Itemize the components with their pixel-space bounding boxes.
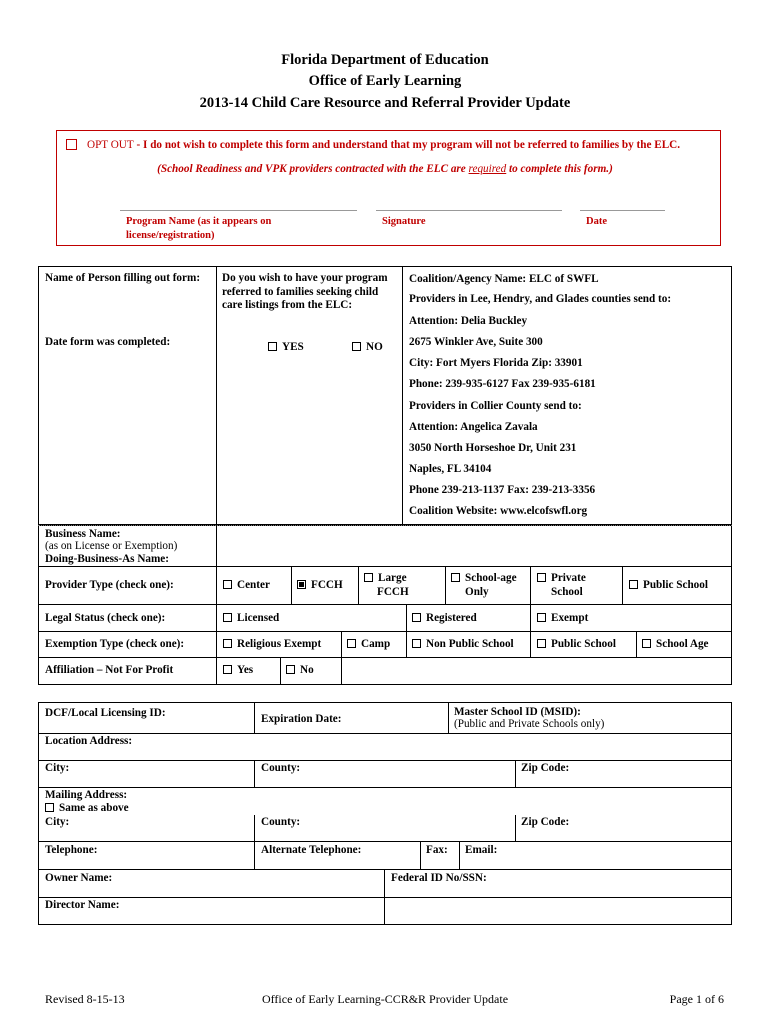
msid-sublabel: (Public and Private Schools only) bbox=[454, 718, 605, 730]
opt-out-statement bbox=[87, 139, 717, 153]
location-table bbox=[38, 702, 732, 925]
provider-type-label: Provider Type (check one): bbox=[45, 579, 174, 591]
referral-question: Do you wish to have your program referred to families seeking child care listings from the ELC: bbox=[222, 272, 388, 311]
et-school-age-option[interactable] bbox=[642, 638, 709, 652]
same-as-above-checkbox[interactable] bbox=[45, 803, 54, 812]
exemption-type-label: Exemption Type (check one): bbox=[45, 638, 185, 650]
business-name-sublabel: (as on License or Exemption) bbox=[45, 540, 178, 552]
footer-page-number: Page 1 of 6 bbox=[669, 992, 724, 1006]
location-city-label: City: bbox=[45, 762, 70, 774]
opt-out-label: OPT OUT bbox=[87, 139, 134, 151]
name-of-person-label: Name of Person filling out form: bbox=[45, 272, 201, 284]
telephone-label: Telephone: bbox=[45, 844, 98, 856]
pt-large-fcch-label: FCCH bbox=[377, 585, 409, 598]
et-camp-checkbox[interactable] bbox=[347, 639, 356, 648]
dba-label: Doing-Business-As Name: bbox=[45, 553, 170, 565]
alt-telephone-label: Alternate Telephone: bbox=[261, 844, 362, 856]
signature-line[interactable] bbox=[376, 210, 562, 211]
ls-registered-checkbox[interactable] bbox=[412, 613, 421, 622]
fax-label: Fax: bbox=[426, 844, 448, 856]
referral-yes-option[interactable] bbox=[268, 341, 304, 355]
pt-private-school-label: School bbox=[551, 585, 583, 598]
ls-exempt-checkbox[interactable] bbox=[537, 613, 546, 622]
pt-public-checkbox[interactable] bbox=[629, 580, 638, 589]
footer-revised: Revised 8-15-13 bbox=[45, 992, 125, 1006]
pt-school-age-option[interactable] bbox=[451, 572, 531, 599]
coalition-lee-phone: Phone: 239-935-6127 Fax 239-935-6181 bbox=[409, 378, 596, 390]
opt-out-note bbox=[0, 163, 770, 177]
ls-licensed-checkbox[interactable] bbox=[223, 613, 232, 622]
director-name-label: Director Name: bbox=[45, 899, 120, 911]
date-caption: Date bbox=[586, 216, 607, 227]
et-religious-label: Religious Exempt bbox=[237, 638, 322, 650]
coalition-collier-phone: Phone 239-213-1137 Fax: 239-213-3356 bbox=[409, 484, 596, 496]
date-completed-label: Date form was completed: bbox=[45, 336, 171, 348]
coalition-collier-city: Naples, FL 34104 bbox=[409, 463, 492, 475]
opt-out-checkbox[interactable] bbox=[66, 139, 77, 150]
pt-private-label: Private bbox=[551, 572, 586, 584]
same-as-above-label: Same as above bbox=[59, 802, 129, 814]
email-label: Email: bbox=[465, 844, 498, 856]
signature-caption: Signature bbox=[382, 216, 426, 227]
mailing-zip-label: Zip Code: bbox=[521, 816, 570, 828]
referral-yes-label: YES bbox=[282, 341, 304, 353]
pt-large-fcch-checkbox[interactable] bbox=[364, 573, 373, 582]
ls-registered-option[interactable] bbox=[412, 612, 477, 626]
et-public-label: Public School bbox=[551, 638, 616, 650]
pt-fcch-option[interactable] bbox=[297, 579, 343, 593]
ls-licensed-option[interactable] bbox=[223, 612, 279, 626]
mailing-county-label: County: bbox=[261, 816, 301, 828]
pt-large-fcch-option[interactable] bbox=[364, 572, 444, 599]
footer-title: Office of Early Learning-CCR&R Provider Update bbox=[261, 992, 509, 1006]
program-name-caption: Program Name (as it appears on license/registration) bbox=[126, 216, 272, 241]
pt-fcch-label: FCCH bbox=[311, 579, 343, 591]
et-camp-label: Camp bbox=[361, 638, 391, 650]
legal-status-label: Legal Status (check one): bbox=[45, 612, 166, 624]
coalition-lee-header: Providers in Lee, Hendry, and Glades counties send to: bbox=[409, 293, 672, 305]
referral-no-option[interactable] bbox=[352, 341, 383, 355]
pt-center-option[interactable] bbox=[223, 579, 270, 593]
msid-label: Master School ID (MSID): bbox=[454, 706, 581, 718]
pt-school-age-only-label: Only bbox=[465, 585, 489, 598]
pt-private-school-option[interactable] bbox=[537, 572, 617, 599]
pt-center-checkbox[interactable] bbox=[223, 580, 232, 589]
date-line[interactable] bbox=[580, 210, 665, 211]
mailing-city-label: City: bbox=[45, 816, 70, 828]
af-yes-checkbox[interactable] bbox=[223, 665, 232, 674]
et-school-age-label: School Age bbox=[656, 638, 709, 650]
et-nonpublic-label: Non Public School bbox=[426, 638, 514, 650]
form-title-agency: Florida Department of Education bbox=[281, 52, 489, 68]
business-name-label: Business Name: bbox=[45, 528, 121, 540]
opt-out-note-required: required bbox=[468, 163, 507, 175]
coalition-collier-address: 3050 North Horseshoe Dr, Unit 231 bbox=[409, 442, 577, 454]
coalition-lee-attention: Attention: Delia Buckley bbox=[409, 315, 528, 327]
af-yes-label: Yes bbox=[237, 664, 254, 676]
af-no-label: No bbox=[300, 664, 314, 676]
opt-out-text: - I do not wish to complete this form and understand that my program will not be referred to families by the ELC. bbox=[133, 139, 681, 151]
pt-public-school-option[interactable] bbox=[629, 579, 708, 593]
federal-id-label: Federal ID No/SSN: bbox=[391, 872, 487, 884]
pt-private-checkbox[interactable] bbox=[537, 573, 546, 582]
referral-yes-checkbox[interactable] bbox=[268, 342, 277, 351]
same-as-above-option[interactable] bbox=[45, 802, 129, 816]
et-nonpublic-option[interactable] bbox=[412, 638, 514, 652]
af-no-checkbox[interactable] bbox=[286, 665, 295, 674]
ls-registered-label: Registered bbox=[426, 612, 477, 624]
form-title-office: Office of Early Learning bbox=[308, 73, 462, 89]
coalition-name: Coalition/Agency Name: ELC of SWFL bbox=[409, 273, 599, 285]
coalition-collier-attention: Attention: Angelica Zavala bbox=[409, 421, 538, 433]
form-title-update: 2013-14 Child Care Resource and Referral Provider Update bbox=[199, 95, 571, 111]
program-name-line[interactable] bbox=[120, 210, 357, 211]
coalition-website: Coalition Website: www.elcofswfl.org bbox=[409, 505, 588, 517]
owner-name-label: Owner Name: bbox=[45, 872, 113, 884]
referral-no-checkbox[interactable] bbox=[352, 342, 361, 351]
pt-school-age-checkbox[interactable] bbox=[451, 573, 460, 582]
et-religious-checkbox[interactable] bbox=[223, 639, 232, 648]
coalition-collier-header: Providers in Collier County send to: bbox=[409, 400, 582, 412]
pt-public-label: Public School bbox=[643, 579, 708, 591]
coalition-lee-address: 2675 Winkler Ave, Suite 300 bbox=[409, 336, 543, 348]
et-religious-option[interactable] bbox=[223, 638, 321, 652]
et-nonpublic-checkbox[interactable] bbox=[412, 639, 421, 648]
mailing-address-label: Mailing Address: bbox=[45, 789, 128, 801]
pt-center-label: Center bbox=[237, 579, 270, 591]
ls-exempt-option[interactable] bbox=[537, 612, 588, 626]
pt-fcch-checkbox-checked[interactable] bbox=[297, 580, 306, 589]
af-no-option[interactable] bbox=[286, 664, 314, 678]
opt-out-note-post: to complete this form.) bbox=[506, 163, 613, 175]
affiliation-label: Affiliation – Not For Profit bbox=[45, 664, 174, 676]
referral-no-label: NO bbox=[366, 341, 383, 353]
et-public-option[interactable] bbox=[537, 638, 616, 652]
ls-exempt-label: Exempt bbox=[551, 612, 589, 624]
expiration-date-label: Expiration Date: bbox=[261, 713, 342, 725]
et-camp-option[interactable] bbox=[347, 638, 390, 652]
af-yes-option[interactable] bbox=[223, 664, 253, 678]
pt-large-label: Large bbox=[378, 572, 407, 584]
dcf-id-label: DCF/Local Licensing ID: bbox=[45, 707, 166, 719]
et-public-checkbox[interactable] bbox=[537, 639, 546, 648]
ls-licensed-label: Licensed bbox=[237, 612, 280, 624]
location-county-label: County: bbox=[261, 762, 301, 774]
location-address-label: Location Address: bbox=[45, 735, 133, 747]
opt-out-note-pre: (School Readiness and VPK providers contracted with the ELC are bbox=[157, 163, 469, 175]
coalition-lee-city: City: Fort Myers Florida Zip: 33901 bbox=[409, 357, 583, 369]
et-school-age-checkbox[interactable] bbox=[642, 639, 651, 648]
location-zip-label: Zip Code: bbox=[521, 762, 570, 774]
pt-school-age-label: School-age bbox=[465, 572, 517, 584]
